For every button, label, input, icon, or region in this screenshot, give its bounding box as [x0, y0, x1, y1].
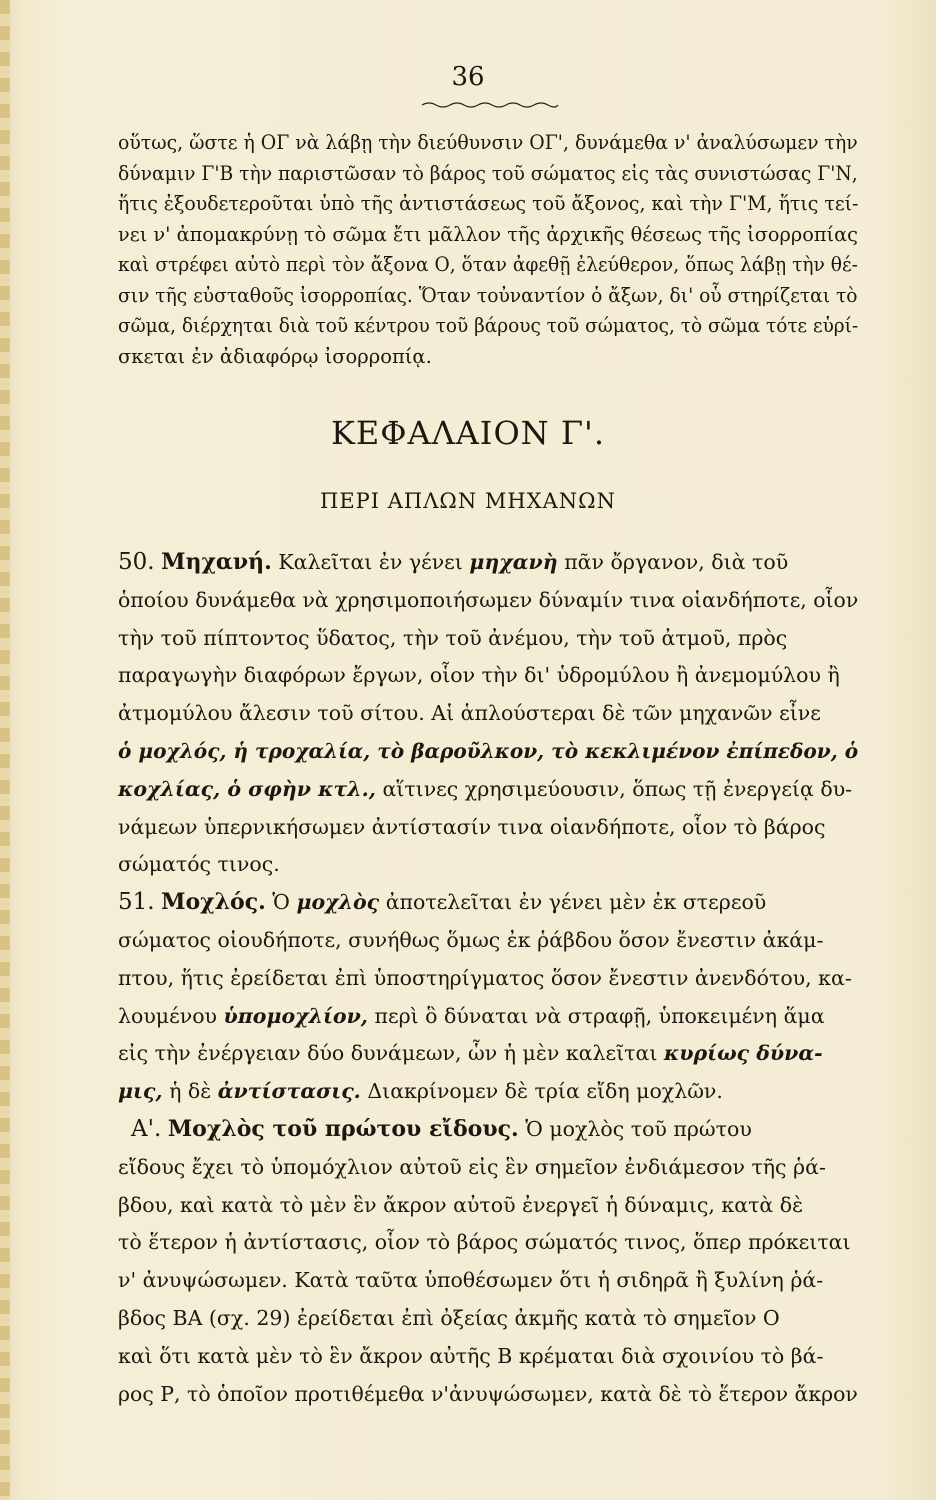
- text-line: σιν τῆς εὐσταθοῦς ἰσορροπίας. Ὅταν τοὐναντίον ὁ ἄξων, δι' οὗ στηρίζεται τὸ: [118, 283, 858, 307]
- text-line: καὶ ὅτι κατὰ μὲν τὸ ἓν ἄκρον αὐτῆς Β κρέμαται διὰ σχοινίου τὸ βά-: [118, 1343, 824, 1368]
- text-line: πτου, ἥτις ἐρείδεται ἐπὶ ὑποστηρίγματος ὅσον ἔνεστιν ἀνενδότου, κα-: [118, 965, 852, 990]
- text-fragment: εἰς τὴν ἐνέργειαν δύο δυνάμεων, ὧν ἡ μὲν καλεῖται: [118, 1041, 658, 1066]
- term: ὑπομοχλίον,: [223, 1003, 368, 1028]
- text-line: [118, 1035, 858, 1073]
- text-line: ὁ μοχλός, ἡ τροχαλία, τὸ βαροῦλκον, τὸ κεκλιμένον ἐπίπεδον, ὁ: [118, 738, 859, 763]
- text-line: σῶμα, διέρχηται διὰ τοῦ κέντρου τοῦ βάρους τοῦ σώματος, τὸ σῶμα τότε εὑρί-: [118, 314, 859, 337]
- text-line: [118, 998, 858, 1036]
- text-line: ὁποίου δυνάμεθα νὰ χρησιμοποιήσωμεν δύναμίν τινα οἱανδήποτε, οἷον: [118, 587, 859, 612]
- text-line: νάμεων ὑπερνικήσωμεν ἀντίστασίν τινα οἱανδήποτε, οἷον τὸ βάρος: [118, 814, 826, 839]
- section-heading: Μηχανή.: [161, 549, 272, 575]
- text-line: [118, 771, 858, 809]
- text-line: σκεται ἐν ἀδιαφόρῳ ἰσορροπίᾳ.: [118, 344, 432, 368]
- text-fragment: Ὁ: [272, 890, 290, 915]
- chapter-title: ΚΕΦΑΛΑΙΟΝ Γ'.: [330, 414, 606, 452]
- ornament-rule: [420, 100, 560, 110]
- term: κυρίως δύνα-: [663, 1041, 823, 1066]
- section-number: 50.: [118, 549, 155, 575]
- binding-edge: [0, 0, 10, 1500]
- page-number: 36: [451, 62, 485, 92]
- section-50-line: [118, 544, 858, 582]
- text-line: βδου, καὶ κατὰ τὸ μὲν ἓν ἄκρον αὐτοῦ ἐνεργεῖ ἡ δύναμις, κατὰ δὲ: [118, 1192, 804, 1217]
- text-fragment: ἀποτελεῖται ἐν γένει μὲν ἐκ στερεοῦ: [385, 890, 767, 915]
- text-line: ρος Ρ, τὸ ὁποῖον προτιθέμεθα ν'ἀνυψώσωμεν, κατὰ δὲ τὸ ἕτερον ἄκρον: [118, 1381, 858, 1406]
- text-line: παραγωγὴν διαφόρων ἔργων, οἷον τὴν δι' ὑδρομύλου ἢ ἀνεμομύλου ἢ: [118, 663, 840, 688]
- section-51-line: [118, 884, 858, 922]
- text-line: ἀτμομύλου ἄλεσιν τοῦ σίτου. Αἱ ἁπλούστεραι δὲ τῶν μηχανῶν εἶνε: [118, 701, 821, 726]
- main-body: [118, 544, 858, 1413]
- text-fragment: αἵτινες χρησιμεύουσιν, ὅπως τῇ ἐνεργείᾳ δυ-: [382, 776, 853, 801]
- term: μηχανὴ: [469, 550, 558, 574]
- term: ἀντίστασις.: [217, 1079, 361, 1104]
- text-line: οὕτως, ὥστε ἡ ΟΓ νὰ λάβῃ τὴν διεύθυνσιν ΟΓ', δυνάμεθα ν' ἀναλύσωμεν τὴν: [118, 131, 858, 154]
- text-line: τὸ ἕτερον ἡ ἀντίστασις, οἷον τὸ βάρος σώματός τινος, ὅπερ πρόκειται: [118, 1230, 851, 1255]
- text-fragment: ἡ δὲ: [169, 1079, 212, 1104]
- text-line: [118, 1073, 858, 1111]
- text-line: νει ν' ἀπομακρύνῃ τὸ σῶμα ἔτι μᾶλλον τῆς ἀρχικῆς θέσεως τῆς ἰσορροπίας: [118, 222, 858, 246]
- section-heading: Μοχλὸς τοῦ πρώτου εἴδους.: [167, 1115, 519, 1142]
- continued-paragraph: [118, 128, 858, 372]
- section-a-line: [118, 1111, 858, 1149]
- text-line: εἴδους ἔχει τὸ ὑπομόχλιον αὐτοῦ εἰς ἓν σημεῖον ἐνδιάμεσον τῆς ῥά-: [118, 1154, 826, 1179]
- text-fragment: Ὁ μοχλὸς τοῦ πρώτου: [525, 1116, 752, 1141]
- text-fragment: πᾶν ὄργανον, διὰ τοῦ: [564, 550, 789, 574]
- text-fragment: περὶ ὃ δύναται νὰ στραφῇ, ὑποκειμένη ἅμα: [374, 1003, 825, 1028]
- text-fragment: Καλεῖται ἐν γένει: [278, 550, 463, 574]
- text-fragment: Διακρίνομεν δὲ τρία εἴδη μοχλῶν.: [367, 1079, 723, 1104]
- text-line: ἥτις ἐξουδετεροῦται ὑπὸ τῆς ἀντιστάσεως τοῦ ἄξονος, καὶ τὴν Γ'Μ, ἥτις τεί-: [118, 192, 859, 215]
- term: κοχλίας, ὁ σφὴν κτλ.,: [118, 776, 376, 801]
- text-line: σώματος οἱουδήποτε, συνήθως ὅμως ἐκ ῥάβδου ὅσον ἔνεστιν ἀκάμ-: [118, 927, 824, 952]
- text-line: ν' ἀνυψώσωμεν. Κατὰ ταῦτα ὑποθέσωμεν ὅτι ἡ σιδηρᾶ ἢ ξυλίνη ῥά-: [118, 1268, 824, 1293]
- text-line: σώματός τινος.: [118, 852, 280, 877]
- term: μοχλὸς: [296, 890, 380, 915]
- text-line: βδος ΒΑ (σχ. 29) ἐρείδεται ἐπὶ ὀξείας ἀκμῆς κατὰ τὸ σημεῖον Ο: [118, 1305, 780, 1330]
- chapter-subtitle: ΠΕΡΙ ΑΠΛΩΝ ΜΗΧΑΝΩΝ: [320, 489, 616, 513]
- text-line: τὴν τοῦ πίπτοντος ὕδατος, τὴν τοῦ ἀνέμου, τὴν τοῦ ἀτμοῦ, πρὸς: [118, 625, 788, 650]
- text-line: δύναμιν Γ'Β τὴν παριστῶσαν τὸ βάρος τοῦ σώματος εἰς τὰς συνιστώσας Γ'Ν,: [118, 161, 858, 185]
- section-number: 51.: [118, 889, 155, 916]
- text-line: καὶ στρέφει αὐτὸ περὶ τὸν ἄξονα Ο, ὅταν ἀφεθῇ ἐλεύθερον, ὅπως λάβῃ τὴν θέ-: [118, 253, 858, 276]
- text-fragment: λουμένου: [118, 1003, 218, 1028]
- section-heading: Μοχλός.: [161, 889, 266, 916]
- term: μις,: [118, 1079, 163, 1104]
- section-number: Α'.: [131, 1115, 162, 1142]
